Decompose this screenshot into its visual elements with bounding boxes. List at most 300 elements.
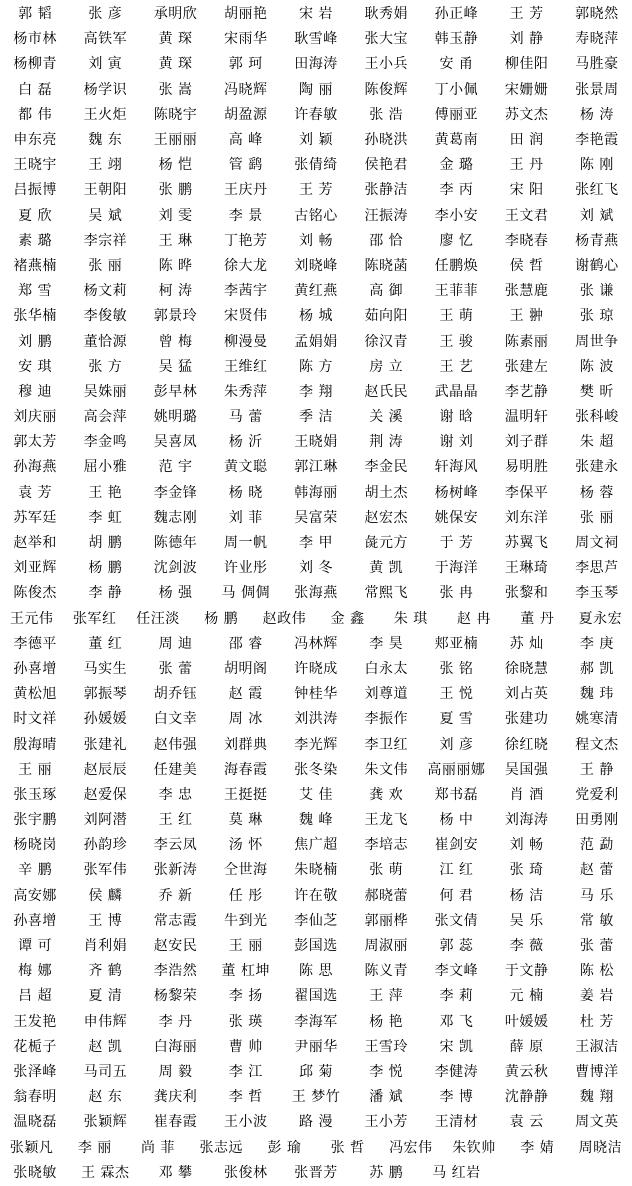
name-cell: 刘 寅 xyxy=(88,56,123,73)
name-cell: 王晓娟 xyxy=(294,434,338,451)
name-cell: 冯晓辉 xyxy=(224,81,268,98)
name-cell: 吕 超 xyxy=(18,988,53,1005)
name-cell: 李玉琴 xyxy=(575,585,619,602)
name-cell: 马 乐 xyxy=(579,887,614,904)
name-cell: 赵 冉 xyxy=(457,610,491,627)
name-cell: 王 丽 xyxy=(18,761,53,778)
name-cell: 朱 超 xyxy=(579,434,614,451)
name-cell: 梅 娜 xyxy=(18,963,53,980)
name-cell: 龚庆利 xyxy=(153,1089,198,1106)
name-cell: 王 萍 xyxy=(369,988,404,1005)
name-cell: 赵宏杰 xyxy=(364,509,408,526)
name-cell: 董 杠坤 xyxy=(221,963,270,980)
name-cell: 朱 琪 xyxy=(393,610,428,627)
table-row xyxy=(0,481,632,506)
name-cell: 李振作 xyxy=(364,711,408,728)
name-cell: 王淑洁 xyxy=(575,1038,619,1055)
name-cell: 郭振琴 xyxy=(83,686,128,703)
name-cell: 李 忠 xyxy=(158,786,193,803)
name-cell: 张建永 xyxy=(575,459,619,476)
name-cell: 李宗祥 xyxy=(83,232,128,249)
name-cell: 王维红 xyxy=(224,358,268,375)
name-cell: 张红飞 xyxy=(575,182,619,199)
name-cell: 田 润 xyxy=(509,132,544,149)
name-cell: 吴国强 xyxy=(504,761,549,778)
name-cell: 王 翀 xyxy=(509,308,544,325)
name-cell: 彘元方 xyxy=(364,535,408,552)
name-cell: 潘 斌 xyxy=(369,1089,404,1106)
name-cell: 王小兵 xyxy=(364,56,408,73)
name-cell: 花栀子 xyxy=(13,1038,57,1055)
table-row xyxy=(0,229,632,254)
name-cell: 夏 雪 xyxy=(439,711,474,728)
name-cell: 张 方 xyxy=(88,358,123,375)
table-row xyxy=(0,732,632,757)
name-cell: 张玉琢 xyxy=(13,786,57,803)
name-cell: 杨柳青 xyxy=(13,56,57,73)
name-cell: 王 丽 xyxy=(228,938,263,955)
table-row xyxy=(0,909,632,934)
name-cell: 张景周 xyxy=(575,81,619,98)
name-cell: 刘洪涛 xyxy=(294,711,338,728)
name-cell: 李 静 xyxy=(88,585,123,602)
name-cell: 苏 鹏 xyxy=(369,1164,404,1181)
name-cell: 牛到光 xyxy=(224,912,268,929)
name-cell: 耿秀娟 xyxy=(364,6,408,23)
name-cell: 丁小佩 xyxy=(434,81,479,98)
name-cell: 汪振涛 xyxy=(364,207,408,224)
name-cell: 谢 刘 xyxy=(439,434,474,451)
name-cell: 王 艳 xyxy=(88,484,123,501)
name-cell: 赵 霞 xyxy=(228,686,263,703)
name-cell: 安 甬 xyxy=(439,56,474,73)
name-cell: 周一帆 xyxy=(224,535,268,552)
name-cell: 刘占英 xyxy=(504,686,549,703)
name-cell: 李仙芝 xyxy=(294,912,338,929)
name-cell: 刘 颖 xyxy=(299,132,333,149)
name-cell: 冯林辉 xyxy=(294,635,338,652)
table-row xyxy=(0,355,632,380)
name-cell: 李金鸣 xyxy=(83,434,128,451)
name-cell: 宋 凯 xyxy=(439,1038,474,1055)
table-row xyxy=(0,329,632,354)
name-cell: 曾 梅 xyxy=(158,333,193,350)
name-cell: 许春敏 xyxy=(294,106,338,123)
name-cell: 张俊林 xyxy=(224,1164,268,1181)
name-cell: 元 楠 xyxy=(509,988,544,1005)
name-cell: 申东亮 xyxy=(13,132,57,149)
name-cell: 杨 晓 xyxy=(228,484,263,501)
table-row xyxy=(0,78,632,103)
name-cell: 郭晓然 xyxy=(575,6,619,23)
name-cell: 魏志刚 xyxy=(153,509,198,526)
name-cell: 温明轩 xyxy=(504,409,549,426)
name-cell: 周文英 xyxy=(575,1114,619,1131)
table-row xyxy=(0,833,632,858)
name-cell: 褚燕楠 xyxy=(13,257,57,274)
name-cell: 周 迪 xyxy=(158,635,193,652)
name-cell: 白 磊 xyxy=(18,81,53,98)
table-row xyxy=(0,1085,632,1110)
name-cell: 陈晓宇 xyxy=(153,106,198,123)
name-cell: 陈德年 xyxy=(153,535,198,552)
table-row xyxy=(0,783,632,808)
name-cell: 吴 猛 xyxy=(158,358,193,375)
name-cell: 王雪玲 xyxy=(364,1038,408,1055)
name-cell: 赵 东 xyxy=(88,1089,123,1106)
name-cell: 宋姗姗 xyxy=(504,81,549,98)
name-cell: 刘亚辉 xyxy=(13,560,57,577)
name-cell: 杨 恺 xyxy=(158,157,193,174)
name-cell: 郭江琳 xyxy=(294,459,338,476)
name-cell: 郭 珂 xyxy=(228,56,263,73)
name-cell: 张建左 xyxy=(504,358,549,375)
name-cell: 陈义青 xyxy=(364,963,408,980)
name-cell: 于 芳 xyxy=(439,535,474,552)
name-cell: 马胜豪 xyxy=(575,56,619,73)
name-cell: 周 冰 xyxy=(228,711,263,728)
name-cell: 张 瑛 xyxy=(228,1013,263,1030)
name-cell: 周文祠 xyxy=(575,535,619,552)
table-row xyxy=(0,984,632,1009)
name-cell: 李德平 xyxy=(13,635,57,652)
name-cell: 刘海涛 xyxy=(504,812,549,829)
name-cell: 刘 彦 xyxy=(439,736,474,753)
table-row xyxy=(0,204,632,229)
name-cell: 路 漫 xyxy=(299,1114,333,1131)
name-cell: 孙喜增 xyxy=(13,660,57,677)
name-cell: 王 红 xyxy=(158,812,193,829)
name-cell: 黄云秋 xyxy=(504,1063,549,1080)
name-cell: 张 丽 xyxy=(88,257,123,274)
name-cell: 王丽丽 xyxy=(153,132,198,149)
name-cell: 许在敬 xyxy=(294,887,338,904)
name-cell: 杜 芳 xyxy=(579,1013,614,1030)
name-cell: 张 丽 xyxy=(579,509,614,526)
name-cell: 李 莉 xyxy=(439,988,474,1005)
name-cell: 谭 可 xyxy=(18,938,53,955)
name-cell: 李 婧 xyxy=(520,1139,555,1156)
name-cell: 王 芳 xyxy=(509,6,544,23)
name-cell: 白永太 xyxy=(364,660,408,677)
name-cell: 杨学识 xyxy=(83,81,128,98)
name-cell: 冯宏伟 xyxy=(389,1139,433,1156)
name-cell: 翁春明 xyxy=(13,1089,57,1106)
name-cell: 吴富荣 xyxy=(294,509,338,526)
name-cell: 龚 欢 xyxy=(369,786,404,803)
name-cell: 赵爱保 xyxy=(83,786,128,803)
name-cell: 张文倩 xyxy=(434,912,479,929)
name-cell: 苏翼飞 xyxy=(504,535,549,552)
name-cell: 赵 凯 xyxy=(88,1038,123,1055)
name-cell: 季 洁 xyxy=(299,409,333,426)
name-cell: 金 鑫 xyxy=(330,610,365,627)
name-cell: 郝晓蕾 xyxy=(364,887,408,904)
name-cell: 柳漫曼 xyxy=(224,333,268,350)
table-row xyxy=(0,1110,632,1135)
name-cell: 尹丽华 xyxy=(294,1038,338,1055)
name-cell: 苏 灿 xyxy=(509,635,544,652)
name-cell: 李思芦 xyxy=(575,560,619,577)
name-cell: 张 蕾 xyxy=(158,660,193,677)
name-cell: 任建美 xyxy=(153,761,198,778)
name-cell: 张慧鹿 xyxy=(504,283,549,300)
name-cell: 张晋芳 xyxy=(294,1164,338,1181)
name-cell: 屈小雅 xyxy=(83,459,128,476)
name-cell: 何 君 xyxy=(439,887,474,904)
table-row xyxy=(0,707,632,732)
name-cell: 吴喜凤 xyxy=(153,434,198,451)
name-cell: 魏 东 xyxy=(88,132,123,149)
name-cell: 白文幸 xyxy=(153,711,198,728)
name-cell: 胡盈源 xyxy=(224,106,268,123)
name-cell: 侯 哲 xyxy=(509,257,544,274)
name-cell: 陈 思 xyxy=(299,963,333,980)
name-cell: 赵氏民 xyxy=(364,383,408,400)
table-row xyxy=(0,884,632,909)
name-cell: 马实生 xyxy=(83,660,128,677)
name-cell: 徐红晓 xyxy=(504,736,549,753)
name-cell: 孙正峰 xyxy=(434,6,479,23)
name-cell: 张军红 xyxy=(73,610,117,627)
table-row xyxy=(0,405,632,430)
name-cell: 高铁军 xyxy=(83,31,128,48)
name-cell: 陈 方 xyxy=(299,358,333,375)
name-cell: 张宇鹏 xyxy=(13,812,57,829)
name-cell: 周淑丽 xyxy=(364,938,408,955)
name-cell: 李晓春 xyxy=(504,232,549,249)
table-row xyxy=(0,430,632,455)
name-cell: 刘 雯 xyxy=(158,207,193,224)
name-cell: 胡明阁 xyxy=(224,660,268,677)
name-cell: 胡乔钰 xyxy=(153,686,198,703)
table-row xyxy=(0,103,632,128)
name-cell: 孟娟娟 xyxy=(294,333,338,350)
name-cell: 王 丹 xyxy=(509,157,544,174)
name-cell: 李海军 xyxy=(294,1013,338,1030)
name-cell: 赵举和 xyxy=(13,535,57,552)
name-cell: 陈俊杰 xyxy=(13,585,57,602)
name-cell: 王文君 xyxy=(504,207,549,224)
name-cell: 张 琼 xyxy=(579,308,614,325)
name-cell: 郭太芳 xyxy=(13,434,57,451)
name-cell: 张大宝 xyxy=(364,31,408,48)
name-cell: 肖利娟 xyxy=(83,938,128,955)
name-cell: 仝世海 xyxy=(224,862,268,879)
name-cell: 王小芳 xyxy=(364,1114,408,1131)
name-cell: 王晓宇 xyxy=(13,157,57,174)
name-cell: 邓 攀 xyxy=(158,1164,193,1181)
name-cell: 杨 强 xyxy=(158,585,193,602)
name-cell: 孙晓洪 xyxy=(364,132,408,149)
name-cell: 叶媛媛 xyxy=(504,1013,549,1030)
name-cell: 魏 峰 xyxy=(299,812,333,829)
name-cell: 张晓敏 xyxy=(13,1164,57,1181)
name-cell: 胡丽艳 xyxy=(224,6,268,23)
name-cell: 王小波 xyxy=(224,1114,268,1131)
name-cell: 李 悦 xyxy=(369,1063,404,1080)
name-cell: 朱晓楠 xyxy=(294,862,338,879)
name-cell: 翟国选 xyxy=(294,988,338,1005)
name-cell: 王发艳 xyxy=(13,1013,57,1030)
name-cell: 王清材 xyxy=(434,1114,479,1131)
name-cell: 武晶晶 xyxy=(434,383,479,400)
name-cell: 乔 新 xyxy=(158,887,193,904)
name-cell: 韩海丽 xyxy=(294,484,338,501)
name-cell: 沈剑波 xyxy=(153,560,198,577)
name-cell: 宋雨华 xyxy=(224,31,268,48)
name-cell: 邵 睿 xyxy=(228,635,263,652)
name-cell: 李 甲 xyxy=(299,535,333,552)
name-cell: 周 毅 xyxy=(158,1063,193,1080)
name-cell: 马 红岩 xyxy=(432,1164,481,1181)
name-cell: 李 薇 xyxy=(509,938,544,955)
name-cell: 易明胜 xyxy=(504,459,549,476)
name-cell: 杨 中 xyxy=(439,812,474,829)
name-cell: 李 扬 xyxy=(228,988,263,1005)
name-cell: 李 庚 xyxy=(579,635,614,652)
name-cell: 张 嵩 xyxy=(158,81,193,98)
name-cell: 江 红 xyxy=(439,862,474,879)
table-row xyxy=(0,178,632,203)
name-cell: 张 谦 xyxy=(579,283,614,300)
name-cell: 刘 冬 xyxy=(299,560,333,577)
name-cell: 黄葛南 xyxy=(434,132,479,149)
name-cell: 王菲菲 xyxy=(434,283,479,300)
name-cell: 杨青燕 xyxy=(575,232,619,249)
name-cell: 杨 鹏 xyxy=(204,610,239,627)
name-cell: 杨 沂 xyxy=(228,434,263,451)
name-cell: 常熙飞 xyxy=(364,585,408,602)
name-cell: 张静洁 xyxy=(364,182,408,199)
name-cell: 张颖凡 xyxy=(9,1139,54,1156)
name-cell: 徐晓慧 xyxy=(504,660,549,677)
name-cell: 郏亚楠 xyxy=(434,635,479,652)
name-cell: 王龙飞 xyxy=(364,812,408,829)
name-cell: 承明欣 xyxy=(153,6,198,23)
name-cell: 许业彤 xyxy=(224,560,268,577)
name-cell: 廖 忆 xyxy=(439,232,474,249)
name-cell: 高 峰 xyxy=(228,132,263,149)
name-cell: 马 倜倜 xyxy=(221,585,270,602)
name-cell: 刘 菲 xyxy=(228,509,263,526)
name-cell: 张军伟 xyxy=(83,862,128,879)
name-cell: 朱文伟 xyxy=(364,761,408,778)
name-cell: 张海燕 xyxy=(294,585,338,602)
name-cell: 侯 麟 xyxy=(88,887,123,904)
name-cell: 房 立 xyxy=(369,358,404,375)
name-cell: 崔剑安 xyxy=(434,837,479,854)
name-cell: 田勇刚 xyxy=(575,812,619,829)
name-cell: 陈 晔 xyxy=(158,257,193,274)
name-cell: 李光辉 xyxy=(294,736,338,753)
name-cell: 董 红 xyxy=(88,635,123,652)
name-cell: 袁 芳 xyxy=(18,484,53,501)
name-cell: 彭 瑜 xyxy=(267,1139,302,1156)
name-cell: 李浩然 xyxy=(153,963,198,980)
name-cell: 李健涛 xyxy=(434,1063,479,1080)
name-cell: 宋贤伟 xyxy=(224,308,268,325)
table-row xyxy=(0,934,632,959)
table-row xyxy=(0,153,632,178)
table-row xyxy=(0,959,632,984)
table-row xyxy=(0,581,632,606)
name-cell: 刘 静 xyxy=(509,31,544,48)
name-cell: 姚明璐 xyxy=(153,409,198,426)
name-cell: 张 哲 xyxy=(330,1139,365,1156)
table-row xyxy=(0,531,632,556)
table-row xyxy=(0,380,632,405)
name-cell: 高 御 xyxy=(369,283,404,300)
name-cell: 范 勐 xyxy=(579,837,614,854)
name-cell: 刘 鹏 xyxy=(18,333,53,350)
name-cell: 曹 帅 xyxy=(228,1038,263,1055)
table-row xyxy=(0,2,632,27)
name-cell: 李 丹 xyxy=(158,1013,193,1030)
name-cell: 田海涛 xyxy=(294,56,338,73)
name-cell: 朱秀萍 xyxy=(224,383,268,400)
table-row xyxy=(0,279,632,304)
name-cell: 高会萍 xyxy=(83,409,128,426)
name-cell: 崔春霞 xyxy=(153,1114,198,1131)
name-cell: 张新涛 xyxy=(153,862,198,879)
name-cell: 郝 凯 xyxy=(579,660,614,677)
table-row xyxy=(0,52,632,77)
name-cell: 李艺静 xyxy=(504,383,549,400)
name-cell: 杨 蓉 xyxy=(579,484,614,501)
name-cell: 黄文聪 xyxy=(224,459,268,476)
name-cell: 柳佳阳 xyxy=(504,56,549,73)
name-cell: 陈俊辉 xyxy=(364,81,408,98)
name-cell: 王庆丹 xyxy=(224,182,268,199)
name-cell: 宋 阳 xyxy=(509,182,544,199)
name-cell: 孙媛媛 xyxy=(83,711,128,728)
name-cell: 张 彦 xyxy=(88,6,123,23)
name-cell: 古铭心 xyxy=(294,207,338,224)
name-cell: 安 琪 xyxy=(18,358,53,375)
name-cell: 都 伟 xyxy=(18,106,53,123)
table-row xyxy=(0,758,632,783)
name-cell: 徐大龙 xyxy=(224,257,268,274)
name-cell: 王 静 xyxy=(579,761,614,778)
name-cell: 薛 原 xyxy=(509,1038,544,1055)
name-cell: 郭景玲 xyxy=(153,308,198,325)
name-cell: 董 丹 xyxy=(520,610,555,627)
name-cell: 王 艺 xyxy=(439,358,474,375)
name-cell: 苏军廷 xyxy=(13,509,57,526)
name-cell: 王 芳 xyxy=(299,182,333,199)
name-cell: 王朝阳 xyxy=(83,182,128,199)
name-cell: 张泽峰 xyxy=(13,1063,57,1080)
name-cell: 李 丽 xyxy=(77,1139,112,1156)
name-cell: 谢 晗 xyxy=(439,409,474,426)
name-cell: 陈晓菡 xyxy=(364,257,408,274)
name-cell: 齐 鹤 xyxy=(88,963,123,980)
name-cell: 李 博 xyxy=(439,1089,474,1106)
name-cell: 钟桂华 xyxy=(294,686,338,703)
name-cell: 常志霞 xyxy=(153,912,198,929)
name-cell: 侯艳君 xyxy=(364,157,408,174)
name-cell: 马 蕾 xyxy=(228,409,263,426)
name-cell: 董恰源 xyxy=(83,333,128,350)
name-cell: 杨 艳 xyxy=(369,1013,404,1030)
name-cell: 李卫红 xyxy=(364,736,408,753)
name-cell: 郑 雪 xyxy=(18,283,53,300)
name-cell: 孙韵珍 xyxy=(83,837,128,854)
name-cell: 李 昊 xyxy=(369,635,404,652)
name-cell: 谢鹤心 xyxy=(575,257,619,274)
name-cell: 赵安民 xyxy=(153,938,198,955)
